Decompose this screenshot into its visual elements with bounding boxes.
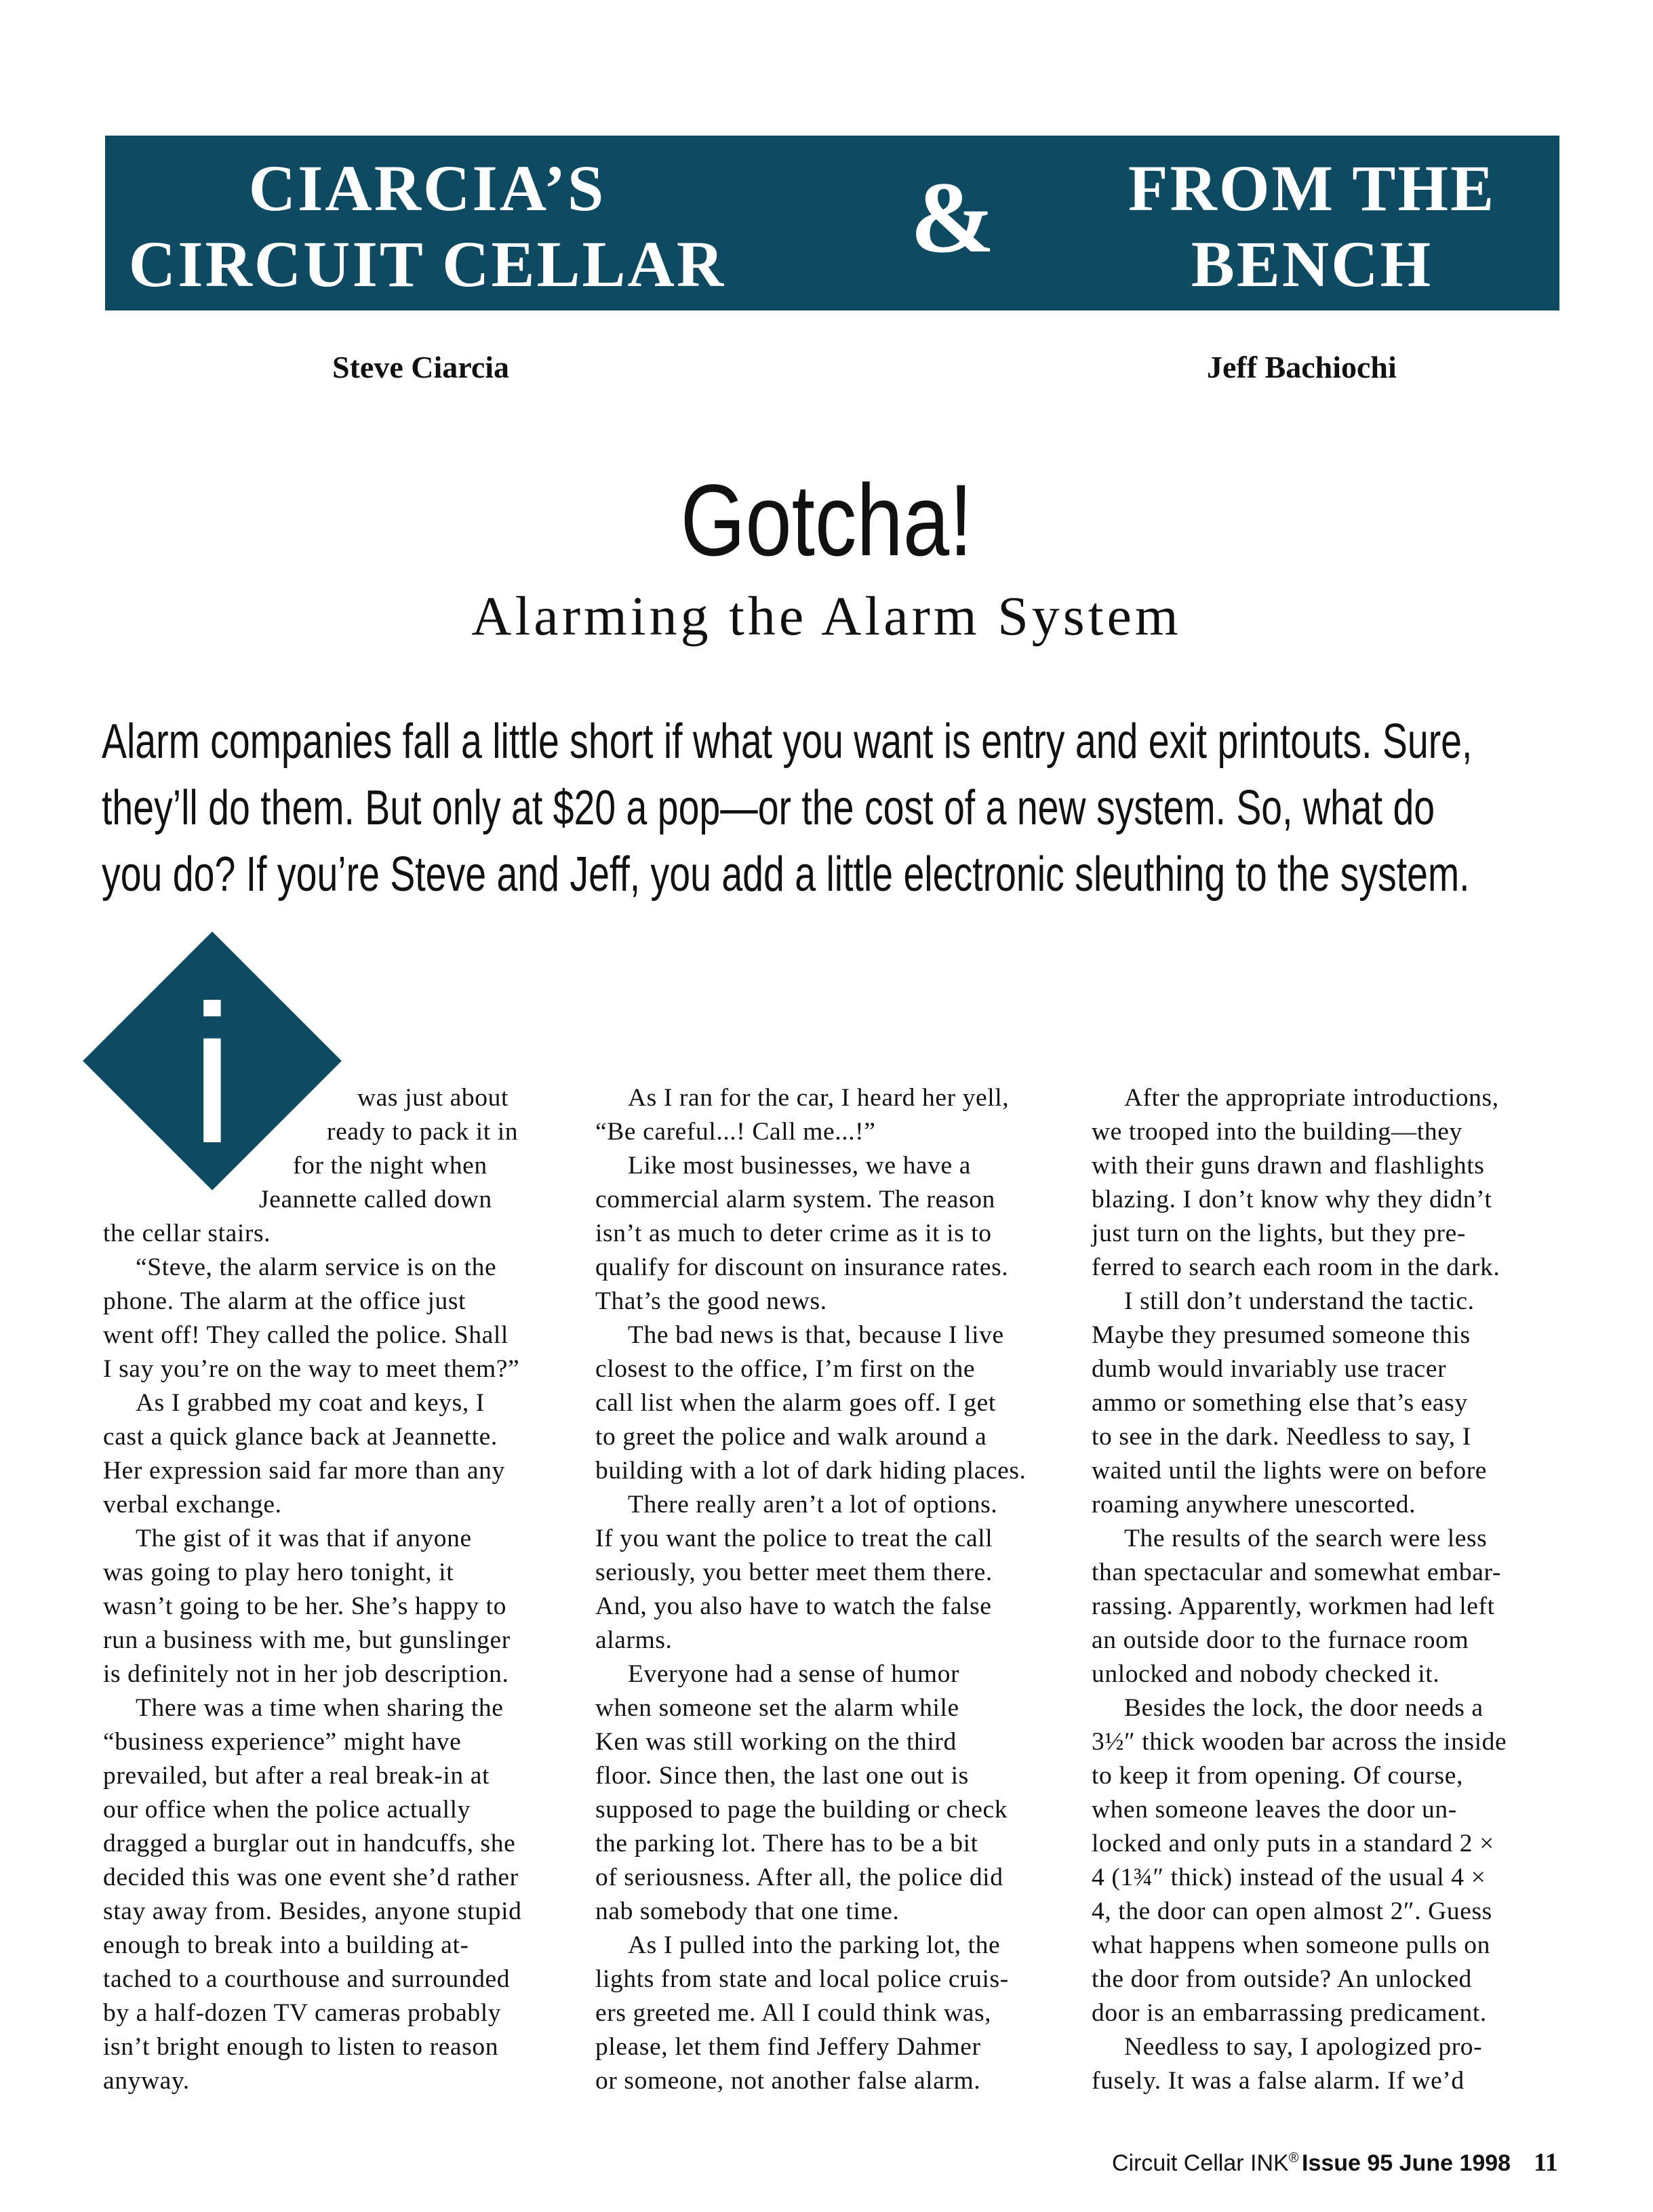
page-number: 11 [1534,2148,1558,2177]
registered-mark: ® [1288,2150,1299,2166]
article-title: Gotcha! [680,463,973,577]
text-line: when someone set the alarm while [595,1694,959,1722]
text-line: Maybe they presumed someone this [1092,1321,1471,1349]
text-line: I say you’re on the way to meet them?” [103,1355,520,1383]
text-line: with their guns drawn and flashlights [1092,1152,1485,1180]
text-line: wasn’t going to be her. She’s happy to [103,1592,506,1620]
text-line: door is an embarrassing predicament. [1092,1999,1487,2027]
text-line: ready to pack it in [327,1118,519,1146]
text-line: The bad news is that, because I live [628,1321,1004,1349]
text-line: alarms. [595,1626,673,1654]
text-line: was going to play hero tonight, it [103,1559,454,1586]
text-line: blazing. I don’t know why they didn’t [1092,1186,1492,1213]
text-line: Ken was still working on the third [595,1728,957,1756]
text-line: isn’t as much to deter crime as it is to [595,1220,992,1247]
text-line: waited until the lights were on before [1092,1457,1488,1485]
text-line: decided this was one event she’d rather [103,1864,519,1891]
text-line: cast a quick glance back at Jeannette. [103,1423,498,1451]
text-line: fusely. It was a false alarm. If we’d [1092,2067,1465,2095]
text-column-1 [103,1081,564,2098]
text-line: the cellar stairs. [103,1220,271,1247]
banner-right-line2: BENCH [1191,228,1433,300]
text-line: If you want the police to treat the call [595,1525,993,1552]
banner-left-line2: CIRCUIT CELLAR [128,228,726,300]
text-line: stay away from. Besides, anyone stupid [103,1897,522,1925]
text-line: roaming anywhere unescorted. [1092,1491,1416,1519]
text-line: There was a time when sharing the [136,1694,504,1722]
author-left: Steve Ciarcia [332,350,510,384]
text-line: Her expression said far more than any [103,1457,505,1485]
text-line: nab somebody that one time. [595,1897,900,1925]
banner-right-line1: FROM THE [1128,152,1496,224]
text-line: seriously, you better meet them there. [595,1559,993,1586]
text-line: run a business with me, but gunslinger [103,1626,511,1654]
text-line: please, let them find Jeffery Dahmer [595,2033,981,2061]
text-line: lights from state and local police cruis- [595,1965,1009,1993]
drop-cap-letter: i [190,965,235,1184]
deck-line: you do? If you’re Steve and Jeff, you add a little electronic sleuthing to the system. [102,847,1470,902]
text-line: Jeannette called down [259,1186,492,1213]
text-line: ammo or something else that’s easy [1092,1389,1468,1417]
text-line: an outside door to the furnace room [1092,1626,1469,1654]
text-line: prevailed, but after a real break-in at [103,1762,490,1790]
text-line: we trooped into the building—they [1092,1118,1462,1146]
text-line: As I pulled into the parking lot, the [628,1931,1001,1959]
text-line: our office when the police actually [103,1796,471,1824]
text-line: to greet the police and walk around a [595,1423,987,1451]
deck-line: they’ll do them. But only at $20 a pop—or the cost of a new system. So, what do [102,781,1435,835]
text-column-2 [595,1081,1056,2098]
text-line: 4, the door can open almost 2″. Guess [1092,1897,1492,1925]
text-line: “business experience” might have [103,1728,462,1756]
text-line: is definitely not in her job description. [103,1660,509,1688]
text-line: floor. Since then, the last one out is [595,1762,969,1790]
text-line: ers greeted me. All I could think was, [595,1999,992,2027]
text-line: qualify for discount on insurance rates. [595,1253,1009,1281]
text-line: Everyone had a sense of humor [628,1660,960,1688]
text-line: 3½″ thick wooden bar across the inside [1092,1728,1507,1756]
article-deck [102,708,1553,908]
text-line: commercial alarm system. The reason [595,1186,995,1213]
text-line: locked and only puts in a standard 2 × [1092,1830,1494,1857]
text-line: Like most businesses, we have a [628,1152,971,1180]
text-line: call list when the alarm goes off. I get [595,1389,996,1417]
text-line: phone. The alarm at the office just [103,1287,466,1315]
text-line: enough to break into a building at- [103,1931,469,1959]
text-line: when someone leaves the door un- [1092,1796,1457,1824]
text-line: closest to the office, I’m first on the [595,1355,976,1383]
text-line: There really aren’t a lot of options. [628,1491,998,1519]
text-line: And, you also have to watch the false [595,1592,992,1620]
text-line: than spectacular and somewhat embar- [1092,1559,1501,1586]
text-line: building with a lot of dark hiding places. [595,1457,1027,1485]
text-line: what happens when someone pulls on [1092,1931,1491,1959]
text-column-3 [1092,1081,1553,2098]
text-line: 4 (1¾″ thick) instead of the usual 4 × [1092,1864,1486,1891]
text-line: The gist of it was that if anyone [136,1525,472,1552]
footer-magazine [1112,2150,1298,2177]
text-line: Besides the lock, the door needs a [1124,1694,1483,1722]
text-line: “Steve, the alarm service is on the [136,1253,497,1281]
text-line: for the night when [293,1152,487,1180]
text-line: verbal exchange. [103,1491,282,1519]
text-line: to keep it from opening. Of course, [1092,1762,1463,1790]
text-line: to see in the dark. Needless to say, I [1092,1423,1471,1451]
text-line: tached to a courthouse and surrounded [103,1965,511,1993]
footer-magazine-name: Circuit Cellar INK [1112,2150,1289,2176]
text-line: As I grabbed my coat and keys, I [136,1389,485,1417]
text-line: or someone, not another false alarm. [595,2067,981,2095]
column-title-left [105,150,749,302]
text-line: That’s the good news. [595,1287,827,1315]
footer-issue: Issue 95 June 1998 [1302,2150,1511,2176]
text-line: anyway. [103,2067,190,2095]
text-line: rassing. Apparently, workmen had left [1092,1592,1495,1620]
text-line: supposed to page the building or check [595,1796,1008,1824]
deck-line: Alarm companies fall a little short if what you want is entry and exit printouts. Sure, [102,715,1473,769]
banner-ampersand: & [910,161,995,274]
text-line: ferred to search each room in the dark. [1092,1253,1500,1281]
text-line: was just about [357,1084,509,1112]
text-line: the parking lot. There has to be a bit [595,1830,978,1857]
text-line: As I ran for the car, I heard her yell, [628,1084,1010,1112]
text-line: went off! They called the police. Shall [103,1321,509,1349]
text-line: the door from outside? An unlocked [1092,1965,1472,1993]
column-title-right [1075,150,1549,302]
article-subtitle: Alarming the Alarm System [471,585,1182,647]
text-line: by a half-dozen TV cameras probably [103,1999,502,2027]
text-line: unlocked and nobody checked it. [1092,1660,1440,1688]
text-line: dumb would invariably use tracer [1092,1355,1447,1383]
text-line: dragged a burglar out in handcuffs, she [103,1830,516,1857]
text-line: After the appropriate introductions, [1124,1084,1499,1112]
text-line: isn’t bright enough to listen to reason [103,2033,499,2061]
banner-left-line1: CIARCIA’S [248,152,606,224]
text-line: I still don’t understand the tactic. [1124,1287,1475,1315]
text-line: just turn on the lights, but they pre- [1092,1220,1466,1247]
header-banner [105,136,1559,310]
text-line: “Be careful...! Call me...!” [595,1118,876,1146]
text-line: The results of the search were less [1124,1525,1488,1552]
text-line: Needless to say, I apologized pro- [1124,2033,1483,2061]
author-right: Jeff Bachiochi [1207,350,1397,384]
text-line: of seriousness. After all, the police did [595,1864,1003,1891]
